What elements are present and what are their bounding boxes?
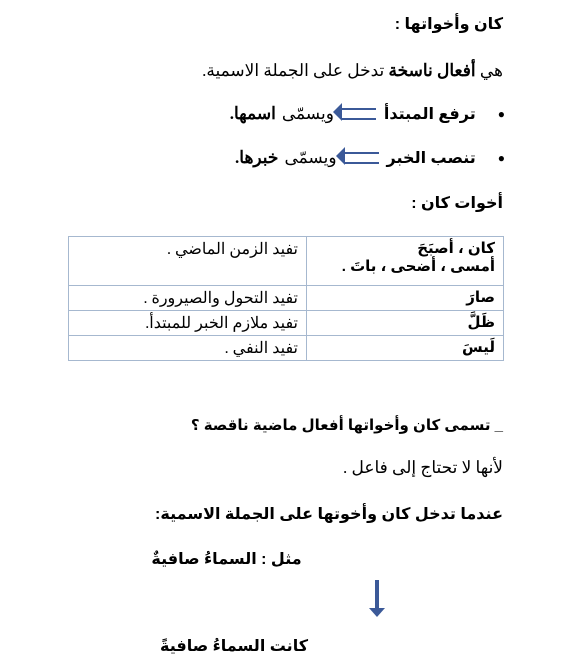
bullet-connector: ويسمّى (284, 148, 337, 167)
use-cell: تفيد الزمن الماضي . (69, 237, 307, 286)
use-cell: تفيد ملازم الخبر للمبتدأ. (69, 311, 307, 336)
down-arrow-icon (372, 580, 382, 616)
table-row (69, 237, 504, 286)
bullet-named: اسمها. (229, 104, 276, 123)
left-arrow-icon (342, 108, 376, 120)
verb-line: كان ، أصبَحَ (417, 240, 495, 257)
page-title: كان وأخواتها : (394, 16, 503, 33)
bullet-item-raise (230, 104, 505, 124)
verb-cell (307, 237, 504, 286)
verb-cell: صارَ (307, 286, 504, 311)
table-row (69, 286, 504, 311)
use-cell: تفيد النفي . (69, 336, 307, 361)
sisters-heading: أخوات كان : (411, 195, 503, 212)
intro-line (202, 61, 503, 81)
left-arrow-icon (345, 152, 379, 164)
table-row (69, 336, 504, 361)
example-text: مثل : السماءُ صافيةٌ (151, 551, 302, 568)
sisters-table (68, 236, 504, 361)
when-heading: عندما تدخل كان وأخوتها على الجملة الاسمية: (155, 506, 503, 523)
verb-cell: لَيسَ (307, 336, 504, 361)
verb-line: أمسى ، أضحى ، باتَ . (341, 258, 495, 275)
answer-line: لأنها لا تحتاج إلى فاعل . (342, 458, 503, 477)
bullet-dot: ● (497, 150, 505, 165)
question-line: _ تسمى كان وأخواتها أفعال ماضية ناقصة ؟ (190, 417, 503, 434)
intro-prefix: هي (479, 61, 503, 80)
bullet-connector: ويسمّى (281, 104, 334, 123)
use-cell: تفيد التحول والصيرورة . (69, 286, 307, 311)
result-text: كانت السماءُ صافيةً (159, 638, 308, 655)
intro-rest: تدخل على الجملة الاسمية. (202, 61, 385, 80)
bullet-dot: ● (497, 106, 505, 121)
verb-cell: ظَلَّ (307, 311, 504, 336)
bullet-item-accusative (235, 148, 505, 168)
result-line (0, 636, 573, 656)
example-line (0, 549, 573, 569)
intro-bold: أفعال ناسخة (388, 61, 476, 80)
table-row (69, 311, 504, 336)
bullet-main: تنصب الخبر (386, 150, 476, 167)
bullet-named: خبرها. (235, 148, 279, 167)
bullet-main: ترفع المبتدأ (383, 106, 476, 123)
